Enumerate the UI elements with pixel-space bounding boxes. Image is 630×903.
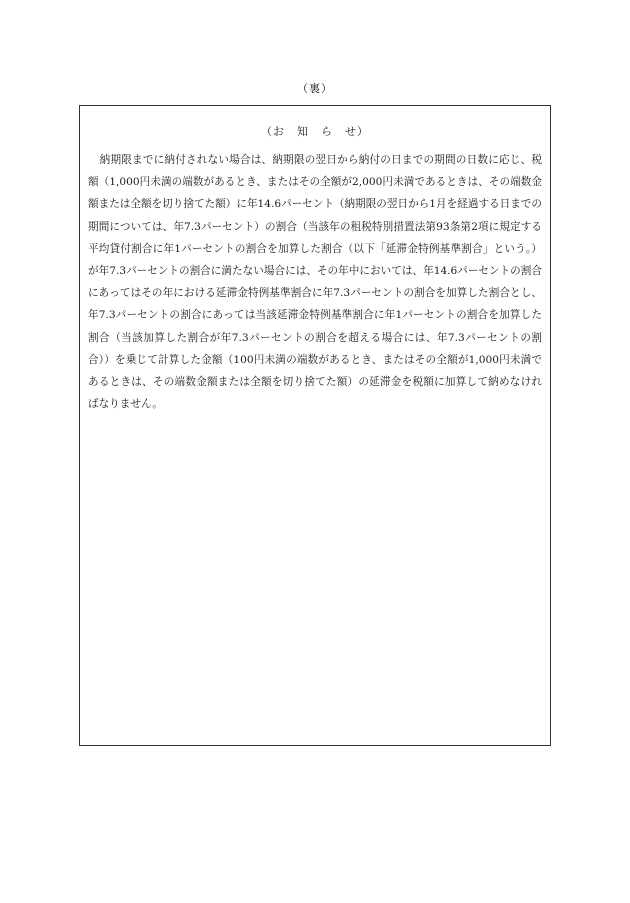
notice-title: （お 知 ら せ） bbox=[261, 125, 369, 138]
notice-box bbox=[79, 105, 551, 746]
page-header-reverse-side: （裏） bbox=[297, 82, 333, 95]
notice-body-text: 納期限までに納付されない場合は、納期限の翌日から納付の日までの期間の日数に応じ、税額（1,000円未満の端数があるとき、またはその全額が2,000円未満であるときは、その端数金額または全額を切り捨てた額）に年14.6パーセント（納期限の翌日から1月を経過する日までの期間については、年7.3パーセント）の割合（当該年の租税特別措置法第93条第2項に規定する平均貸付割合に年1パーセントの割合を加算した割合（以下「延滞金特例基準割合」という。）が年7.3パーセントの割合に満たない場合には、その年中においては、年14.6パーセントの割合にあってはその年における延滞金特例基準割合に年7.3パーセントの割合を加算した割合とし、年7.3パーセントの割合にあっては当該延滞金特例基準割合に年1パーセントの割合を加算した割合（当該加算した割合が年7.3パーセントの割合を超える場合には、年7.3パーセントの割合））を乗じて計算した金額（100円未満の端数があるとき、またはその全額が1,000円未満であるときは、その端数金額または全額を切り捨てた額）の延滞金を税額に加算して納めなければなりません。 bbox=[88, 154, 542, 411]
